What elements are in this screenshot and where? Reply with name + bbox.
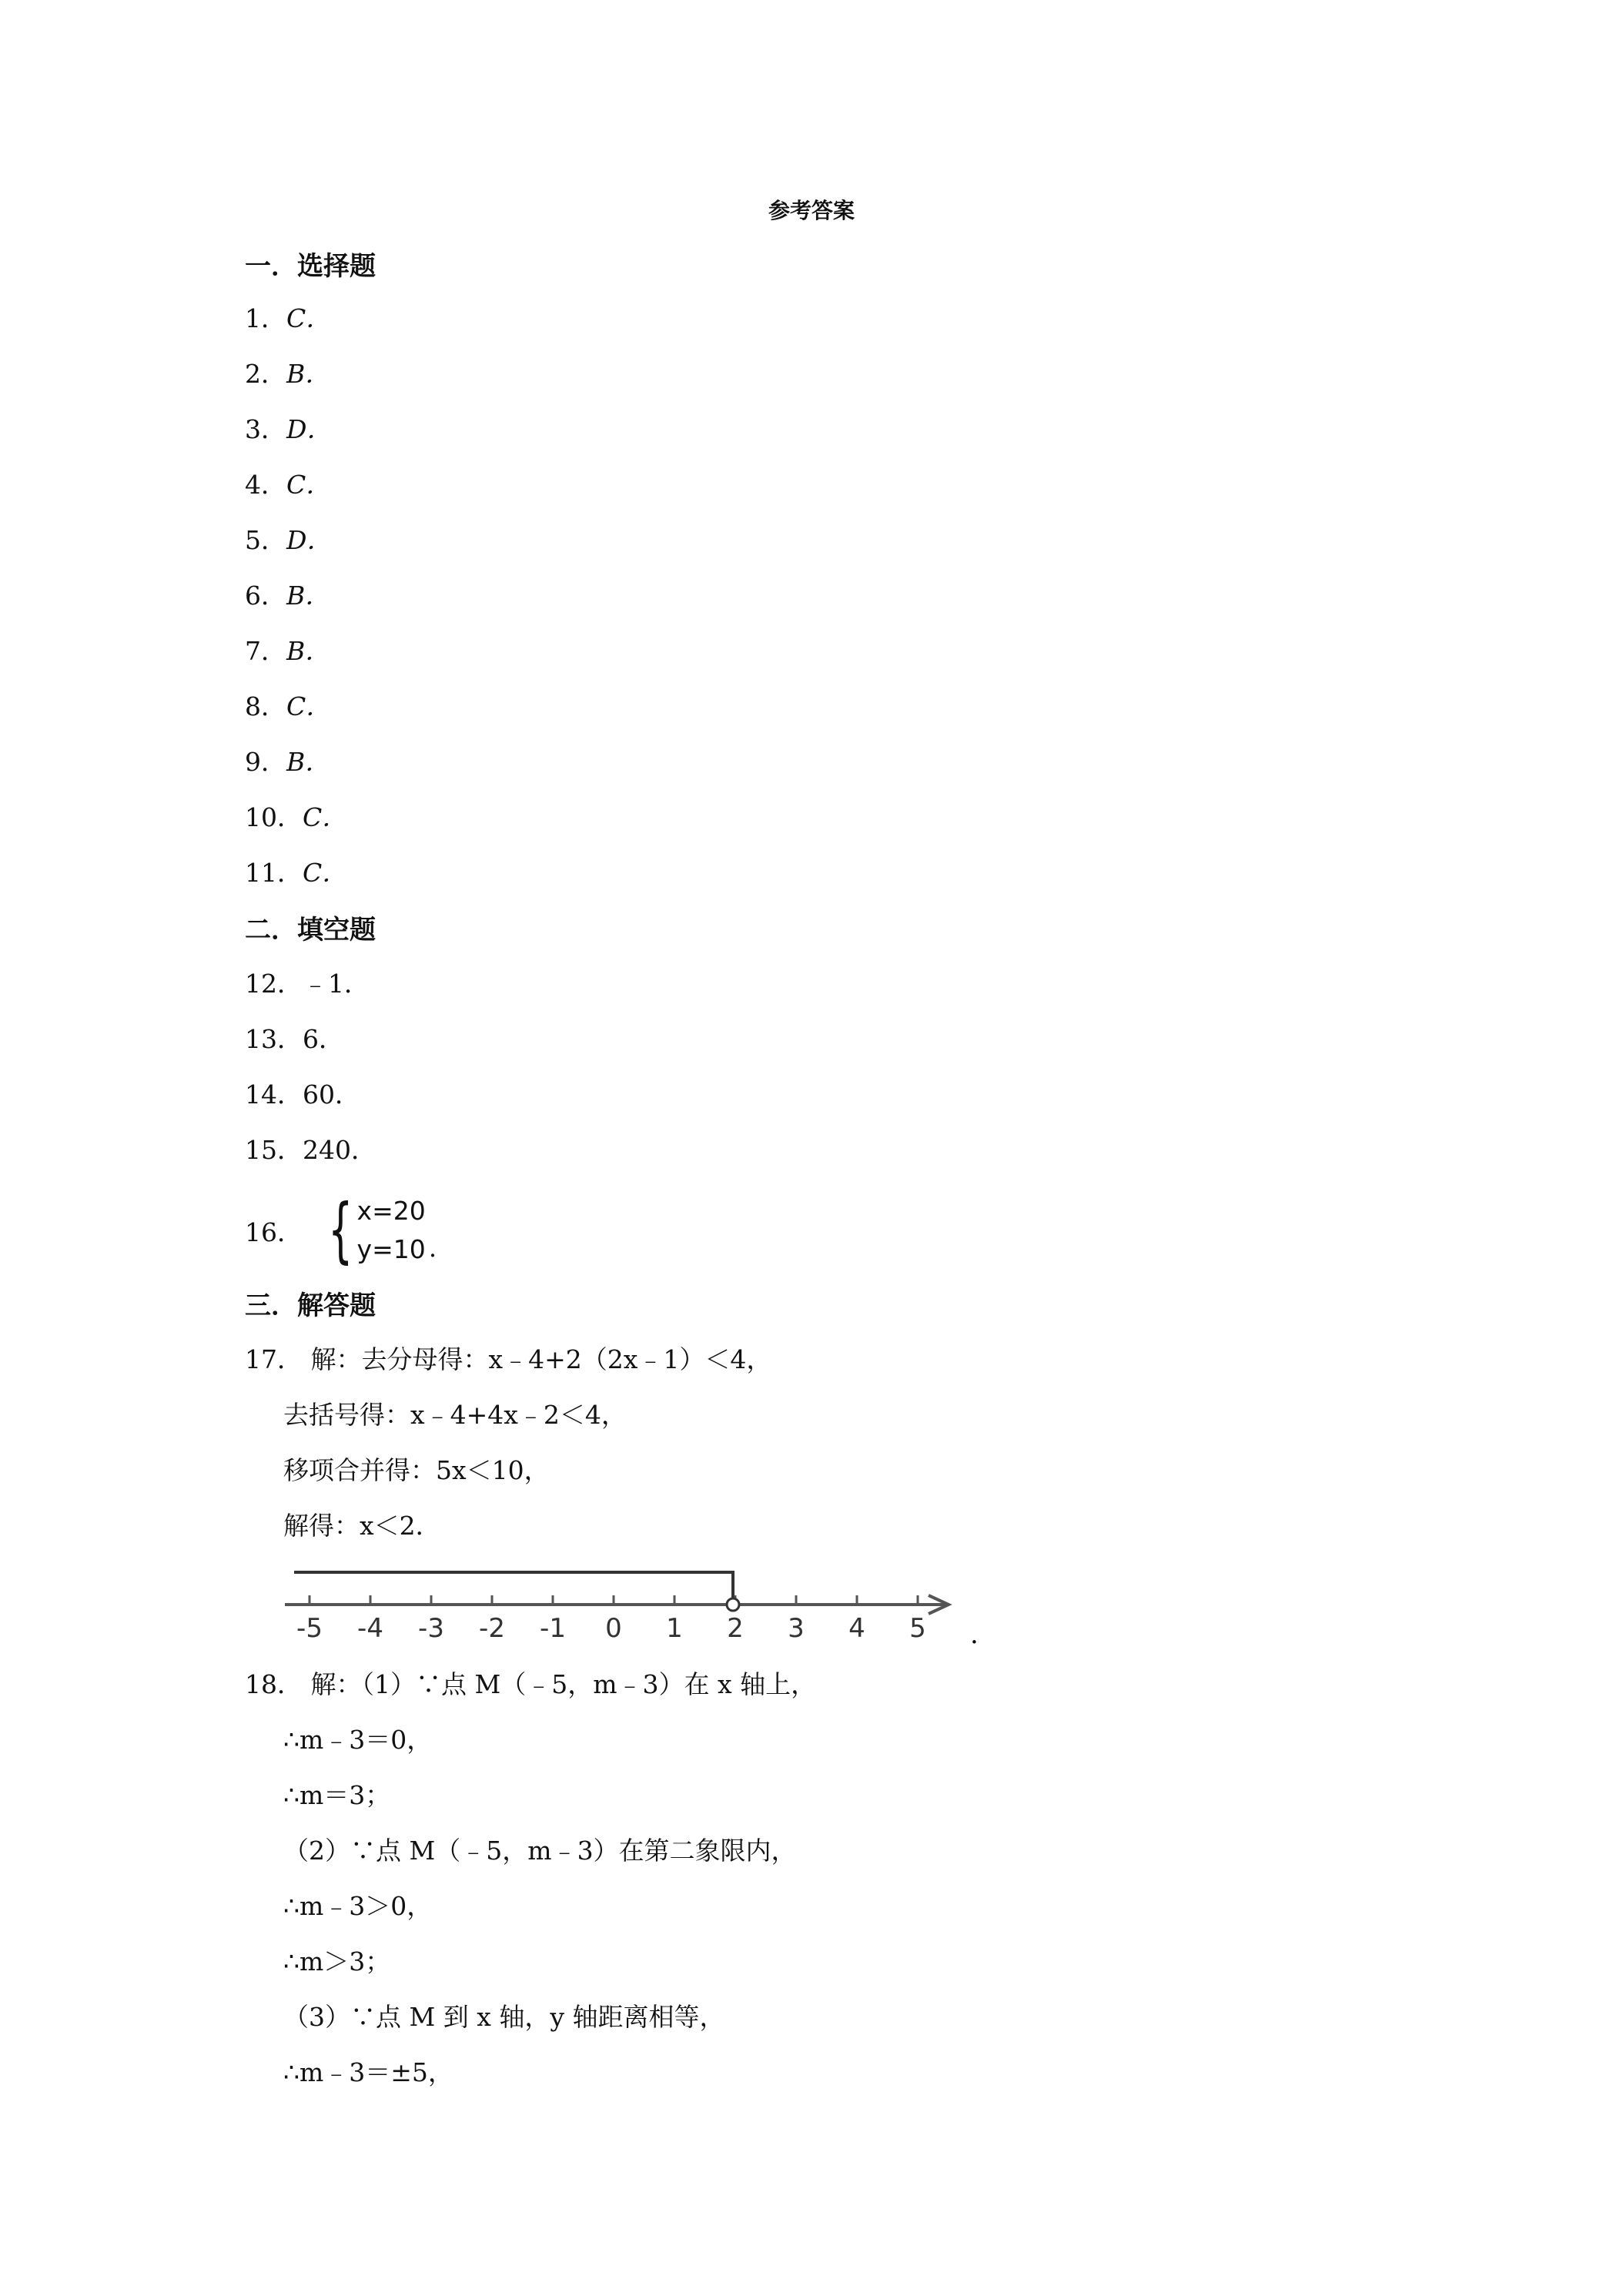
q-number: 12．: [245, 969, 303, 999]
tick-label: 0: [605, 1613, 622, 1644]
q-answer: 240．: [303, 1135, 376, 1165]
number-line: [277, 1557, 986, 1649]
tick-label: 1: [666, 1613, 683, 1644]
q-number: 1．: [245, 303, 286, 333]
q-number: 16．: [245, 1217, 303, 1247]
q18-line-5: ∴m﹣3＞0，: [283, 1891, 433, 1921]
tick-label: 2: [727, 1613, 744, 1644]
q-number: 11．: [245, 858, 303, 888]
q-answer: C．: [286, 691, 332, 721]
answer-3: [245, 410, 332, 446]
answer-7: [245, 631, 330, 668]
answer-5: [245, 520, 332, 557]
equation-system: [318, 1189, 437, 1271]
q17-line-1: 17． 解：去分母得：x﹣4+2（2x﹣1）＜4，: [245, 1344, 772, 1374]
answer-10: [245, 798, 347, 834]
tick-label: -5: [296, 1613, 323, 1644]
q-answer: C．: [286, 470, 332, 500]
q-answer: B．: [286, 359, 331, 389]
q-number: 4．: [245, 470, 286, 500]
q-number: 3．: [245, 414, 286, 444]
equation-x: x=20: [356, 1196, 426, 1226]
q-answer: 6．: [303, 1024, 344, 1054]
q-answer: 60．: [303, 1079, 360, 1110]
q-number: 5．: [245, 525, 286, 555]
q-answer: ﹣1．: [303, 969, 370, 999]
q-answer: B．: [286, 636, 331, 666]
left-brace-icon: {: [328, 1189, 353, 1271]
q-number: 15．: [245, 1135, 303, 1165]
q18-line-6: ∴m＞3；: [283, 1946, 391, 1976]
q18-line-1: 18． 解：（1）∵点 M（﹣5，m﹣3）在 x 轴上，: [245, 1669, 817, 1699]
page-title: 参考答案: [768, 198, 855, 223]
answer-11: [245, 853, 347, 889]
q18-line-4: （2）∵点 M（﹣5，m﹣3）在第二象限内，: [283, 1836, 797, 1866]
answer-16: [245, 1189, 437, 1271]
q-answer: C．: [303, 858, 348, 888]
tick-label: -3: [418, 1613, 444, 1644]
q17-line-4: 解得：x＜2．: [283, 1511, 441, 1541]
period: .: [970, 1619, 979, 1649]
answer-9: [245, 742, 330, 778]
tick-label: 4: [848, 1613, 865, 1644]
q-answer: C．: [303, 802, 348, 832]
q17-line-2: 去括号得：x﹣4+4x﹣2＜4，: [283, 1400, 627, 1430]
answer-13: [245, 1019, 344, 1056]
q18-line-2: ∴m﹣3＝0，: [283, 1725, 433, 1755]
q17-line-3: 移项合并得：5x＜10，: [283, 1455, 550, 1485]
q-number: 10．: [245, 802, 303, 832]
open-circle-icon: [727, 1598, 739, 1611]
section-solve: 三．解答题: [245, 1290, 376, 1321]
q-number: 6．: [245, 581, 286, 611]
q18-line-8: ∴m﹣3＝±5，: [283, 2057, 453, 2087]
q18-line-7: （3）∵点 M 到 x 轴，y 轴距离相等，: [283, 2002, 725, 2032]
solution-ray: [294, 1572, 733, 1605]
q-answer: C．: [286, 303, 332, 333]
q18-line-3: ∴m＝3；: [283, 1780, 391, 1810]
equation-y: y=10: [356, 1234, 426, 1264]
q-number: 13．: [245, 1024, 303, 1054]
section-choice: 一．选择题: [245, 251, 376, 282]
tick-label: 3: [788, 1613, 805, 1644]
tick-label: -4: [357, 1613, 383, 1644]
answer-2: [245, 354, 330, 390]
section-fill: 二．填空题: [245, 915, 376, 946]
answer-14: [245, 1075, 360, 1111]
q-number: 2．: [245, 359, 286, 389]
q-answer: D．: [286, 414, 333, 444]
q-answer: B．: [286, 581, 331, 611]
answer-4: [245, 465, 331, 501]
period: .: [428, 1233, 437, 1263]
q-answer: D．: [286, 525, 333, 555]
answer-1: [245, 299, 331, 335]
answer-15: [245, 1130, 376, 1166]
tick-label: -2: [479, 1613, 505, 1644]
q-number: 14．: [245, 1079, 303, 1110]
answer-12: [245, 964, 370, 1000]
q-answer: B．: [286, 747, 331, 777]
tick-label: 5: [909, 1613, 926, 1644]
q-number: 9．: [245, 747, 286, 777]
answer-6: [245, 576, 330, 612]
answer-8: [245, 687, 331, 723]
tick-label: -1: [540, 1613, 566, 1644]
q-number: 8．: [245, 691, 286, 721]
q-number: 7．: [245, 636, 286, 666]
